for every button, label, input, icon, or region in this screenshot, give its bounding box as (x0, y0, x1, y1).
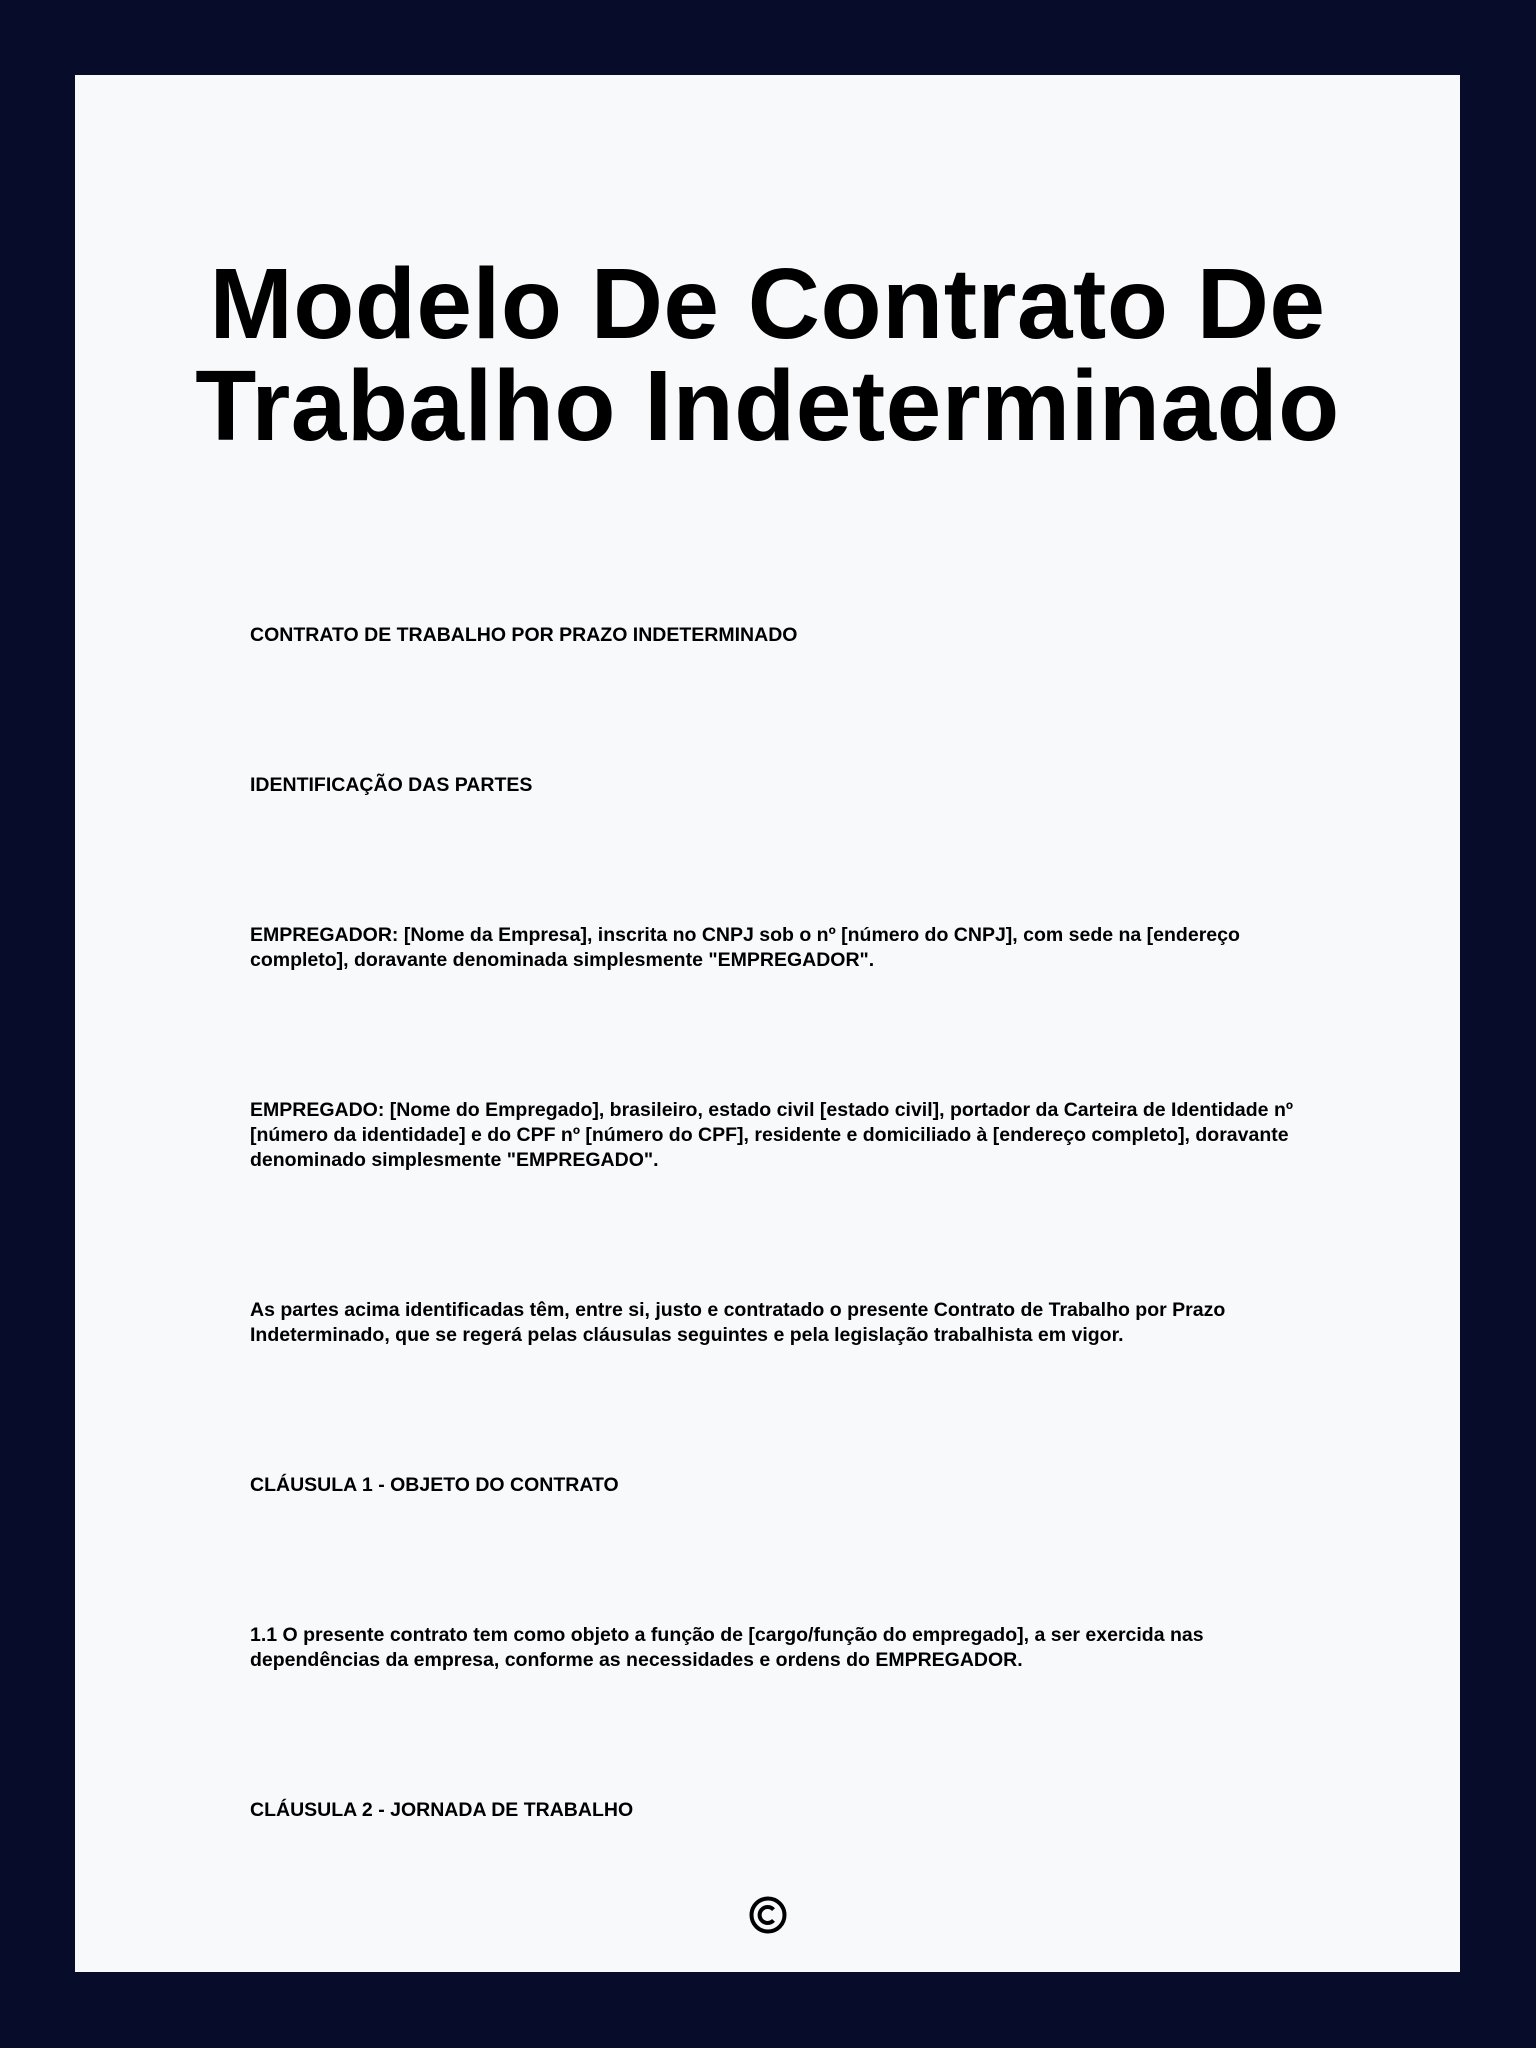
clause-2-heading: CLÁUSULA 2 - JORNADA DE TRABALHO (250, 1799, 634, 1821)
document-title: Modelo De Contrato De Trabalho Indeterminado (195, 248, 1340, 462)
clause-1-1-paragraph: 1.1 O presente contrato tem como objeto a função de [cargo/função do empregado], a ser exercida nas dependências da empresa, conforme as necessidades e ordens do EMPREGADOR. (250, 1624, 1204, 1671)
document-page (75, 75, 1460, 1972)
paragraph-agreement: As partes acima identificadas têm, entre si, justo e contratado o presente Contrato de Trabalho por Prazo Indeterminado, que se regerá pelas cláusulas seguintes e pela legislação trabalhista em vigor. (250, 1299, 1226, 1346)
copyright-icon (748, 1895, 788, 1935)
clause-1-heading: CLÁUSULA 1 - OBJETO DO CONTRATO (250, 1474, 619, 1496)
paragraph-employer: EMPREGADOR: [Nome da Empresa], inscrita no CNPJ sob o nº [número do CNPJ], com sede na [endereço completo], doravante denominada simplesmente "EMPREGADOR". (250, 924, 1240, 971)
footer (75, 1895, 1460, 1940)
paragraph-employee: EMPREGADO: [Nome do Empregado], brasileiro, estado civil [estado civil], portador da Carteira de Identidade nº [número da identidade] e do CPF nº [número do CPF], residente e domiciliado à [endereço completo], doravante denominado simplesmente "EMPREGADO". (250, 1099, 1293, 1171)
section-heading-parties: IDENTIFICAÇÃO DAS PARTES (250, 774, 533, 796)
contract-heading: CONTRATO DE TRABALHO POR PRAZO INDETERMINADO (250, 624, 798, 646)
